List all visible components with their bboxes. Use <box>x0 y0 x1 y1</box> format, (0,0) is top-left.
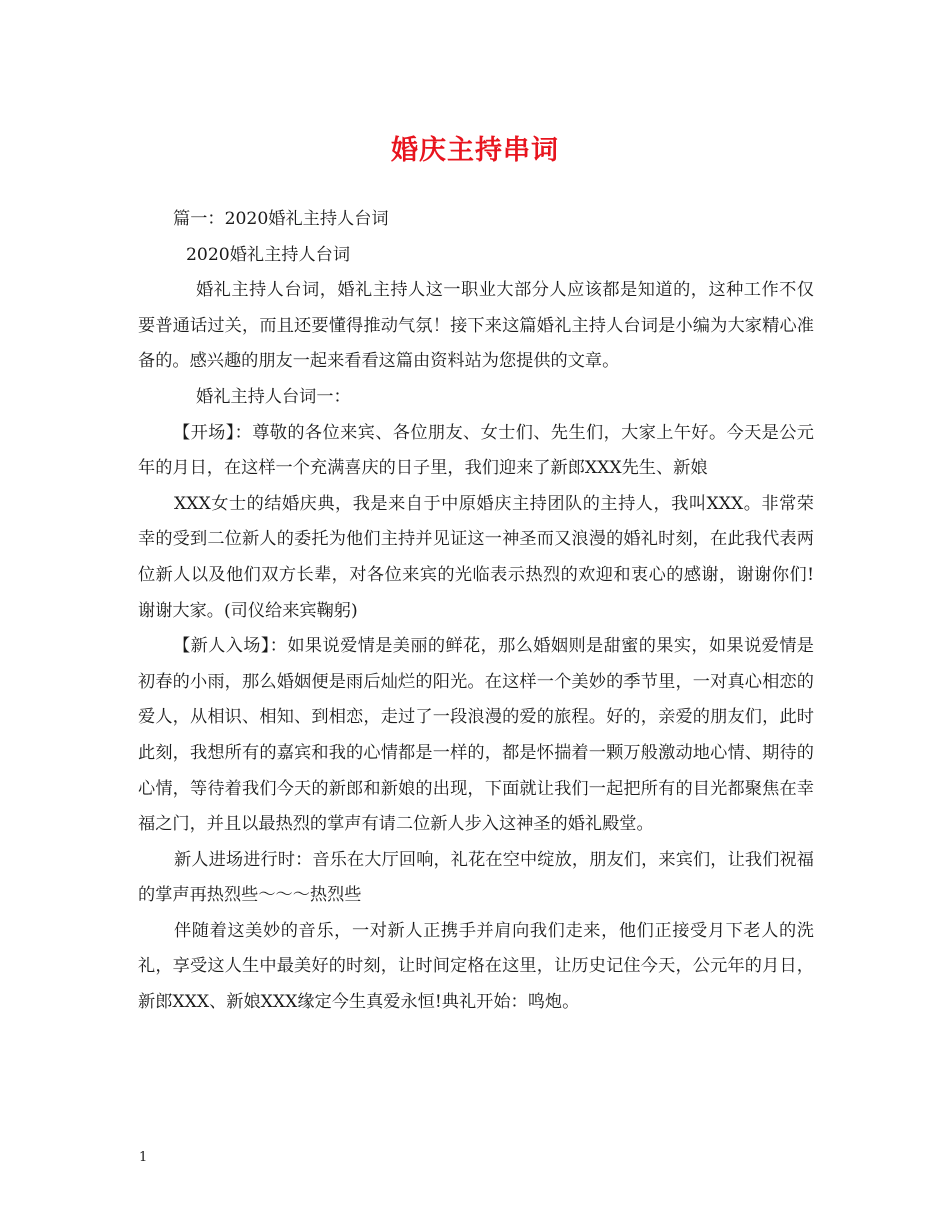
paragraph-label: 婚礼主持人台词一： <box>196 386 351 407</box>
document-body <box>138 202 814 1021</box>
paragraph-entrance: 【新人入场】：如果说爱情是美丽的鲜花，那么婚姻则是甜蜜的果实，如果说爱情是初春的小雨，那么婚姻便是雨后灿烂的阳光。在这样一个美妙的季节里，一对真心相恋的爱人，从相识、相知、到相恋，走过了一段浪漫的爱的旅程。好的，亲爱的朋友们，此时此刻，我想所有的嘉宾和我的心情都是一样的，都是怀揣着一颗万般激动地心情、期待的心情，等待着我们今天的新郎和新娘的出现，下面就让我们一起把所有的目光都聚焦在幸福之门，并且以最热烈的掌声有请二位新人步入这神圣的婚礼殿堂。 <box>138 636 814 835</box>
paragraph-music: 新人进场进行时：音乐在大厅回响，礼花在空中绽放，朋友们，来宾们，让我们祝福的掌声再热烈些～～～热烈些 <box>138 849 814 906</box>
paragraph-welcome: XXX女士的结婚庆典，我是来自于中原婚庆主持团队的主持人，我叫XXX。非常荣幸的受到二位新人的委托为他们主持并见证这一神圣而又浪漫的婚礼时刻，在此我代表两位新人以及他们双方长辈，对各位来宾的光临表示热烈的欢迎和衷心的感谢，谢谢你们!谢谢大家。(司仪给来宾鞠躬) <box>138 493 814 621</box>
subheading: 2020婚礼主持人台词 <box>186 244 351 265</box>
paragraph-intro: 婚礼主持人台词，婚礼主持人这一职业大部分人应该都是知道的，这种工作不仅要普通话过关，而且还要懂得推动气氛！接下来这篇婚礼主持人台词是小编为大家精心准备的。感兴趣的朋友一起来看看这篇由资料站为您提供的文章。 <box>138 280 814 372</box>
page-number: 1 <box>139 1150 148 1165</box>
paragraph-ceremony: 伴随着这美妙的音乐，一对新人正携手并肩向我们走来，他们正接受月下老人的洗礼，享受这人生中最美好的时刻，让时间定格在这里，让历史记住今天，公元年的月日，新郎XXX、新娘XXX缘定今生真爱永恒!典礼开始：鸣炮。 <box>138 920 814 1013</box>
document-title: 婚庆主持串词 <box>391 135 559 166</box>
paragraph-opening: 【开场】：尊敬的各位来宾、各位朋友、女士们、先生们，大家上午好。今天是公元 年的月日，在这样一个充满喜庆的日子里，我们迎来了新郎XXX先生、新娘 <box>138 422 814 479</box>
section-heading: 篇一：2020婚礼主持人台词 <box>173 209 389 229</box>
